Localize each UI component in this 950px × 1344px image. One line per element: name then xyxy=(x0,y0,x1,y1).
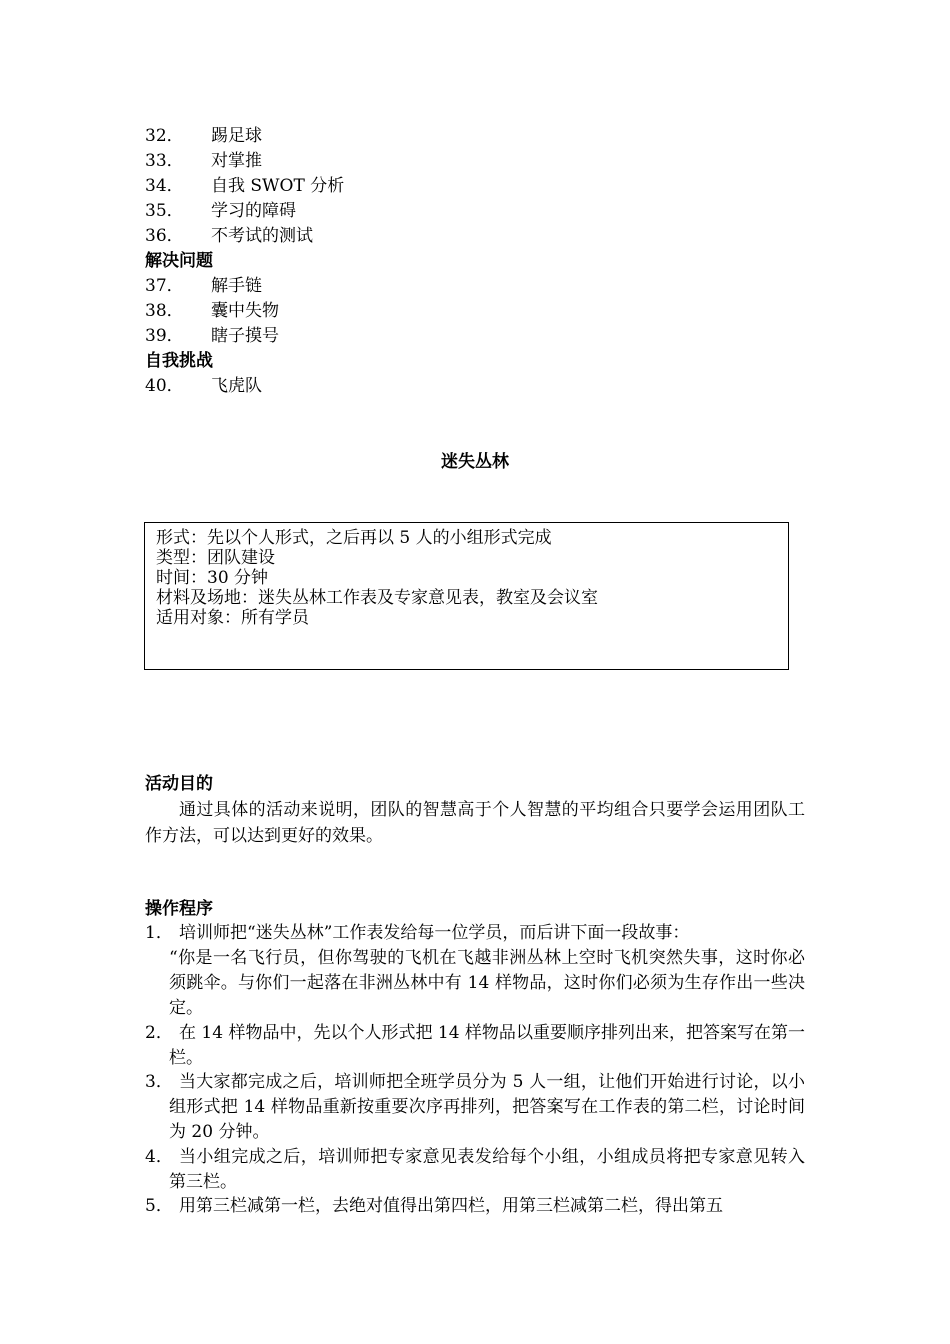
procedure-step xyxy=(145,1194,805,1219)
procedure-step xyxy=(145,921,805,946)
step-number: 4． xyxy=(145,1147,173,1167)
item-number: 32． xyxy=(145,126,184,146)
procedure-step xyxy=(145,1021,805,1071)
list-item xyxy=(145,324,279,349)
item-number: 36． xyxy=(145,226,184,246)
step-number: 1． xyxy=(145,923,173,943)
procedure-step xyxy=(145,1070,805,1145)
item-text: 瞎子摸号 xyxy=(211,326,279,346)
list-item xyxy=(145,224,313,249)
item-text: 囊中失物 xyxy=(211,301,279,321)
section-heading-problem: 解决问题 xyxy=(145,251,213,271)
step-number: 2． xyxy=(145,1023,173,1043)
activity-title: 迷失丛林 xyxy=(441,452,509,472)
list-item xyxy=(145,124,262,149)
purpose-body: 通过具体的活动来说明，团队的智慧高于个人智慧的平均组合只要学会运用团队工作方法，可以达到更好的效果。 xyxy=(145,800,805,846)
step-number: 5． xyxy=(145,1196,173,1216)
step-text: 当小组完成之后，培训师把专家意见表发给每个小组，小组成员将把专家意见转入第三栏。 xyxy=(169,1147,805,1192)
list-item xyxy=(145,374,262,399)
item-number: 37． xyxy=(145,276,184,296)
info-time: 时间：30 分钟 xyxy=(156,568,269,588)
item-text: 学习的障碍 xyxy=(211,201,296,221)
info-materials: 材料及场地：迷失丛林工作表及专家意见表，教室及会议室 xyxy=(156,588,598,608)
item-text: 解手链 xyxy=(211,276,262,296)
purpose-heading: 活动目的 xyxy=(145,774,213,794)
item-text: 踢足球 xyxy=(211,126,262,146)
step-text: 用第三栏减第一栏，去绝对值得出第四栏，用第三栏减第二栏，得出第五 xyxy=(179,1196,723,1216)
item-number: 35． xyxy=(145,201,184,221)
list-item xyxy=(145,174,344,199)
step-number: 3． xyxy=(145,1072,173,1092)
procedure-heading: 操作程序 xyxy=(145,899,213,919)
list-item xyxy=(145,299,279,324)
info-audience: 适用对象：所有学员 xyxy=(156,608,309,628)
item-number: 33． xyxy=(145,151,184,171)
item-text: 自我 SWOT 分析 xyxy=(211,176,345,196)
story-quote: “你是一名飞行员，但你驾驶的飞机在飞越非洲丛林上空时飞机突然失事，这时你必须跳伞。与你们一起落在非洲丛林中有 14 样物品，这时你们必须为生存作出一些决定。 xyxy=(169,948,805,1018)
item-number: 34． xyxy=(145,176,184,196)
item-number: 39． xyxy=(145,326,184,346)
step-text: 培训师把“迷失丛林”工作表发给每一位学员，而后讲下面一段故事： xyxy=(179,923,690,943)
item-text: 飞虎队 xyxy=(211,376,262,396)
item-text: 不考试的测试 xyxy=(211,226,313,246)
item-text: 对掌推 xyxy=(211,151,262,171)
info-form: 形式：先以个人形式，之后再以 5 人的小组形式完成 xyxy=(156,528,552,548)
list-item xyxy=(145,199,296,224)
item-number: 38． xyxy=(145,301,184,321)
step-text: 当大家都完成之后，培训师把全班学员分为 5 人一组，让他们开始进行讨论，以小组形式把 14 样物品重新按重要次序再排列，把答案写在工作表的第二栏，讨论时间为 20 分钟。 xyxy=(169,1072,805,1142)
list-item xyxy=(145,274,262,299)
section-heading-challenge: 自我挑战 xyxy=(145,351,213,371)
item-number: 40． xyxy=(145,376,184,396)
list-item xyxy=(145,149,262,174)
info-type: 类型：团队建设 xyxy=(156,548,275,568)
procedure-step xyxy=(145,1145,805,1195)
step-text: 在 14 样物品中，先以个人形式把 14 样物品以重要顺序排列出来，把答案写在第一栏。 xyxy=(169,1023,805,1068)
activity-info-box xyxy=(144,522,789,670)
